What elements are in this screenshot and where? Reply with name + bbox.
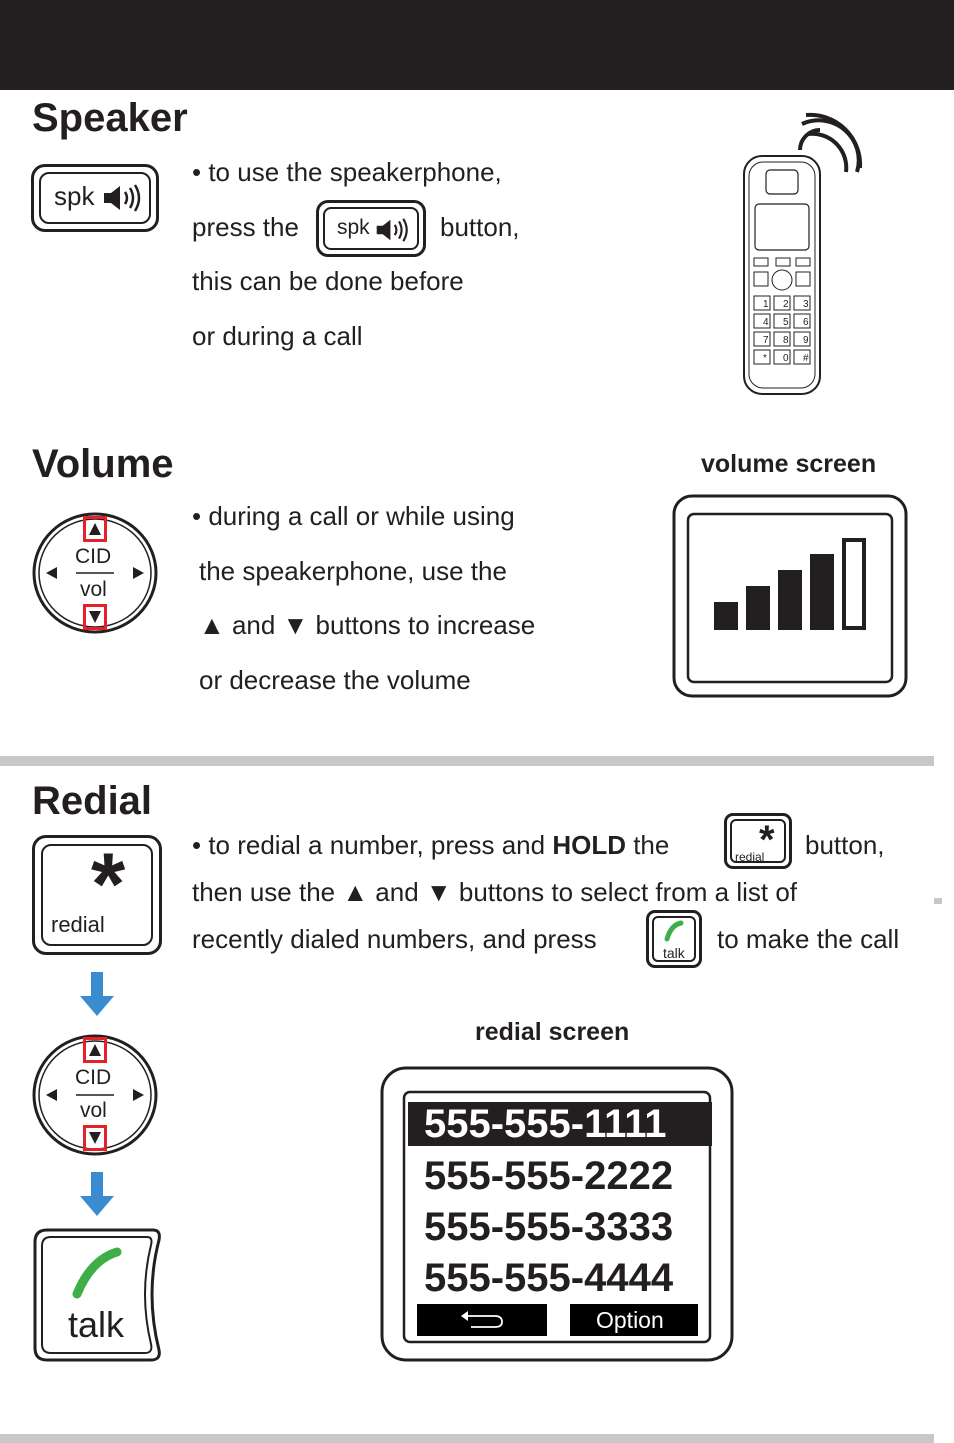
top-bar — [0, 0, 954, 90]
cid-label: CID — [75, 545, 112, 568]
volume-line4: or decrease the volume — [199, 665, 471, 695]
speaker-line2b: button, — [440, 212, 520, 242]
section-divider — [0, 756, 934, 766]
up-arrow-highlight[interactable] — [83, 1037, 107, 1063]
spk-key-label: spk — [54, 181, 95, 211]
svg-text:9: 9 — [803, 335, 809, 346]
nav-key-redial[interactable] — [32, 1033, 158, 1157]
talk-inline-label: talk — [663, 945, 685, 961]
star-icon: * — [91, 834, 126, 933]
speaker-line4: or during a call — [192, 321, 363, 351]
svg-text:6: 6 — [803, 317, 809, 328]
down-arrow-highlight[interactable] — [83, 604, 107, 630]
redial-line1c: the — [625, 830, 670, 860]
speaker-line2a: press the — [192, 212, 299, 242]
speaker-line1: • to use the speakerphone, — [192, 157, 502, 187]
redial-line1a: • to redial a number, press and — [192, 830, 553, 860]
redial-key-label: redial — [51, 912, 105, 937]
option-softkey-label: Option — [596, 1307, 664, 1333]
speaker-icon — [375, 217, 411, 243]
svg-text:2: 2 — [783, 299, 789, 310]
redial-line1-hold: HOLD — [552, 830, 626, 860]
handset-illustration — [736, 112, 866, 398]
redial-line2: then use the ▲ and ▼ buttons to select from a list of — [192, 877, 798, 907]
redial-line1d: button, — [805, 830, 885, 860]
redial-line1 — [192, 830, 669, 860]
volume-level-bar — [714, 602, 738, 630]
redial-screen-caption: redial screen — [475, 1018, 630, 1046]
svg-text:0: 0 — [783, 353, 789, 364]
svg-text:*: * — [763, 353, 767, 364]
svg-text:8: 8 — [783, 335, 789, 346]
svg-text:1: 1 — [763, 299, 769, 310]
speaker-line3: this can be done before — [192, 266, 464, 296]
redial-number-1[interactable]: 555-555-1111 — [424, 1102, 667, 1146]
down-arrow-highlight[interactable] — [83, 1125, 107, 1151]
svg-text:3: 3 — [803, 299, 809, 310]
svg-text:7: 7 — [763, 335, 769, 346]
volume-heading: Volume — [32, 442, 174, 486]
up-arrow-highlight[interactable] — [83, 516, 107, 542]
down-flow-arrow-icon — [80, 1172, 114, 1218]
redial-line3b: to make the call — [717, 924, 900, 954]
redial-inline-key — [724, 813, 792, 869]
redial-heading: Redial — [32, 779, 153, 823]
star-icon: * — [759, 818, 775, 862]
volume-screen — [672, 494, 908, 700]
volume-line2: the speakerphone, use the — [199, 556, 507, 586]
speaker-icon — [102, 183, 144, 213]
nav-key-volume[interactable] — [32, 512, 158, 634]
page-marker — [934, 898, 942, 904]
down-arrow-icon — [86, 607, 104, 627]
volume-line1: • during a call or while using — [192, 501, 515, 531]
svg-text:#: # — [803, 353, 809, 364]
up-arrow-icon — [86, 519, 104, 539]
phone-icon — [663, 919, 685, 943]
redial-number-4[interactable]: 555-555-4444 — [424, 1256, 674, 1300]
back-arrow-icon — [459, 1310, 505, 1330]
speaker-heading: Speaker — [32, 96, 188, 140]
spk-key[interactable] — [31, 164, 159, 232]
redial-line3a: recently dialed numbers, and press — [192, 924, 597, 954]
volume-level-bar — [810, 554, 834, 630]
volume-level-bar — [842, 538, 866, 630]
svg-text:5: 5 — [783, 317, 789, 328]
redial-number-3[interactable]: 555-555-3333 — [424, 1205, 674, 1249]
spk-inline-key — [316, 200, 426, 257]
cid-label: CID — [75, 1066, 112, 1089]
down-flow-arrow-icon — [80, 972, 114, 1018]
talk-inline-key — [646, 910, 702, 968]
redial-inline-label: redial — [735, 850, 765, 864]
back-softkey[interactable] — [417, 1304, 547, 1336]
volume-level-bar — [778, 570, 802, 630]
vol-label: vol — [80, 578, 107, 601]
down-arrow-icon — [86, 1128, 104, 1148]
redial-key[interactable] — [32, 835, 162, 955]
svg-text:4: 4 — [763, 317, 769, 328]
spk-inline-label: spk — [337, 216, 370, 239]
talk-key-label: talk — [68, 1304, 125, 1345]
up-arrow-icon — [86, 1040, 104, 1060]
bottom-divider — [0, 1434, 934, 1443]
vol-label: vol — [80, 1099, 107, 1122]
volume-screen-caption: volume screen — [701, 450, 877, 478]
volume-line3: ▲ and ▼ buttons to increase — [199, 610, 536, 640]
redial-number-2[interactable]: 555-555-2222 — [424, 1154, 674, 1198]
option-softkey[interactable] — [570, 1304, 698, 1336]
volume-level-bar — [746, 586, 770, 630]
redial-screen — [380, 1066, 734, 1364]
talk-key[interactable] — [33, 1228, 163, 1362]
